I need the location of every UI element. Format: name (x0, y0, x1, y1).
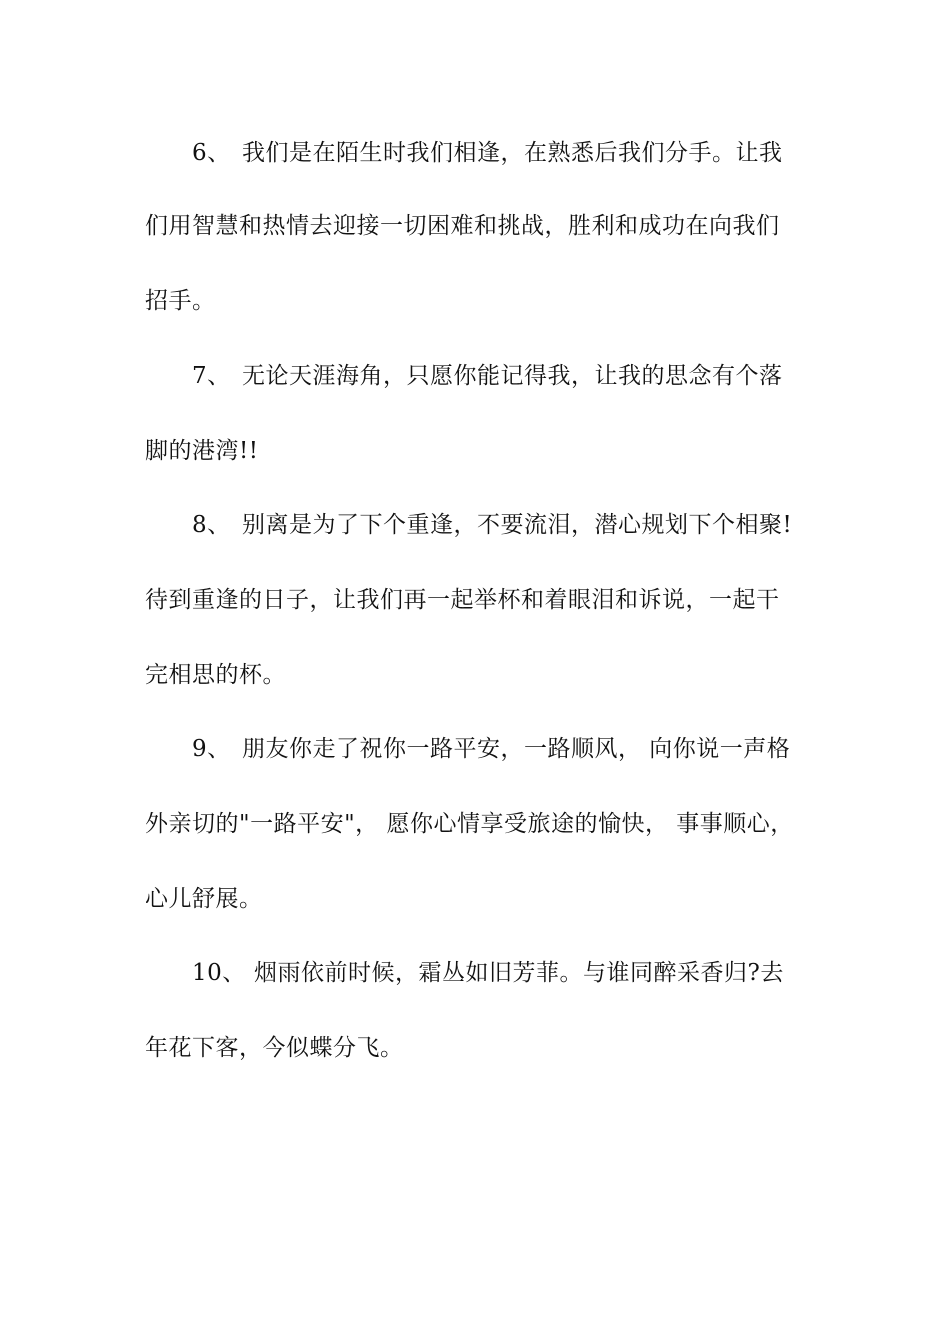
item-7-line-2 (145, 436, 825, 466)
item-8-line-3 (145, 660, 825, 690)
item-number: 6、 (192, 140, 231, 166)
item-text: 我们是在陌生时我们相逢，在熟悉后我们分手。让我 (242, 140, 783, 166)
item-text: 完相思的杯。 (145, 662, 286, 688)
item-text: 别离是为了下个重逢，不要流泪，潜心规划下个相聚! (242, 512, 793, 538)
item-6-line-3 (145, 286, 825, 316)
item-number: 9、 (192, 736, 231, 762)
item-8-line-2 (145, 585, 825, 615)
item-text: 招手。 (145, 288, 216, 314)
item-8-line-1 (192, 510, 872, 540)
item-text: 待到重逢的日子，让我们再一起举杯和着眼泪和诉说，一起干 (145, 587, 780, 613)
item-6-line-2 (145, 211, 825, 241)
item-number: 7、 (192, 363, 231, 389)
item-text: 烟雨依前时候，霜丛如旧芳菲。与谁同醉采香归?去 (254, 960, 784, 986)
item-text: 外亲切的"一路平安"， 愿你心情享受旅途的愉快， 事事顺心， (145, 811, 794, 837)
item-7-line-1 (192, 361, 872, 391)
item-text: 心儿舒展。 (145, 886, 263, 912)
item-10-line-2 (145, 1033, 825, 1063)
item-6-line-1 (192, 138, 872, 168)
item-9-line-1 (192, 734, 872, 764)
item-10-line-1 (192, 958, 872, 988)
item-text: 年花下客，今似蝶分飞。 (145, 1035, 404, 1061)
item-number: 10、 (192, 960, 246, 986)
item-text: 们用智慧和热情去迎接一切困难和挑战，胜利和成功在向我们 (145, 213, 780, 239)
item-number: 8、 (192, 512, 231, 538)
item-9-line-3 (145, 884, 825, 914)
item-text: 无论天涯海角，只愿你能记得我，让我的思念有个落 (242, 363, 783, 389)
item-9-line-2 (145, 809, 825, 839)
item-text: 朋友你走了祝你一路平安，一路顺风， 向你说一声格 (242, 736, 791, 762)
item-text: 脚的港湾!! (145, 438, 259, 464)
